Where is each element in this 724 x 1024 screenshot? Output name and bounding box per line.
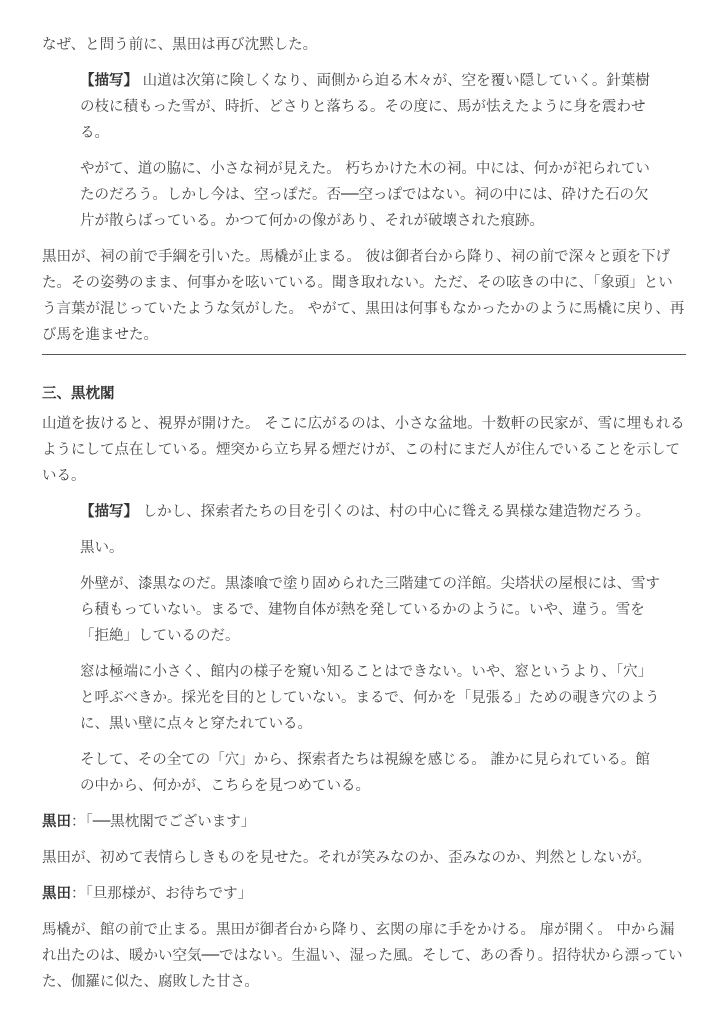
paragraph: なぜ、と問う前に、黒田は再び沈黙した。 <box>42 37 318 53</box>
paragraph: 黒田が、初めて表情らしきものを見せた。それが笑みなのか、歪みなのか、判然としないが。 <box>42 850 651 866</box>
description-tag: 【描写】 <box>80 504 138 520</box>
description-block: そして、その全ての「穴」から、探索者たちは視線を感じる。 誰かに見られている。館の中から、何かが、こちらを見つめている。 <box>80 752 650 794</box>
description-block: 黒い。 <box>80 540 124 556</box>
paragraph: 馬橇が、館の前で止まる。黒田が御者台から降り、玄関の扉に手をかける。 扉が開く。 中から漏れ出たのは、暖かい空気──ではない。生温い、湿った風。そして、あの香り。招待状から漂っていた、伽羅に似た、腐敗した甘さ。 <box>42 922 683 990</box>
description-block: 外壁が、漆黒なのだ。黒漆喰で塗り固められた三階建ての洋館。尖塔状の屋根には、雪すら積もっていない。まるで、建物自体が熱を発しているかのように。いや、違う。雪を「拒絶」しているのだ。 <box>80 576 660 644</box>
description-block: やがて、道の脇に、小さな祠が見えた。 朽ちかけた木の祠。中には、何かが祀られていたのだろう。しかし今は、空っぽだ。否──空っぽではない。祠の中には、砕けた石の欠片が散らばっている。かつて何かの像があり、それが破壊された痕跡。 <box>80 161 650 229</box>
section-heading: 三、黒枕閣 <box>42 386 115 402</box>
dialogue-text: ：「旦那様が、お待ちです」 <box>71 886 253 902</box>
description-block <box>80 68 660 146</box>
dialogue-text: ：「──黒枕閣でございます」 <box>71 814 256 830</box>
paragraph: 黒田が、祠の前で手綱を引いた。馬橇が止まる。 彼は御者台から降り、祠の前で深々と頭を下げた。その姿勢のまま、何事かを呟いている。聞き取れない。ただ、その呟きの中に、「象頭」という言葉が混じっていたような気がした。 やがて、黒田は何事もなかったかのように馬橇に戻り、再び馬を進ませた。 <box>42 249 685 343</box>
description-text: 山道は次第に険しくなり、両側から迫る木々が、空を覆い隠していく。針葉樹の枝に積もった雪が、時折、どさりと落ちる。その度に、馬が怯えたように身を震わせる。 <box>80 73 650 141</box>
dialogue-line <box>42 809 686 835</box>
description-block: 窓は極端に小さく、館内の様子を窺い知ることはできない。いや、窓というより、「穴」と呼ぶべきか。採光を目的としていない。まるで、何かを「見張る」ための覗き穴のように、黒い壁に点々と穿たれている。 <box>80 664 660 732</box>
document-page <box>42 32 686 1005</box>
dialogue-line <box>42 881 686 907</box>
section-divider <box>42 354 686 355</box>
description-text: しかし、探索者たちの目を引くのは、村の中心に聳える異様な建造物だろう。 <box>138 504 651 520</box>
speaker-name: 黒田 <box>42 886 71 902</box>
description-tag: 【描写】 <box>80 73 138 89</box>
description-block <box>80 499 660 525</box>
paragraph: 山道を抜けると、視界が開けた。 そこに広がるのは、小さな盆地。十数軒の民家が、雪に埋もれるようにして点在している。煙突から立ち昇る煙だけが、この村にまだ人が住んでいることを示している。 <box>42 416 685 484</box>
speaker-name: 黒田 <box>42 814 71 830</box>
